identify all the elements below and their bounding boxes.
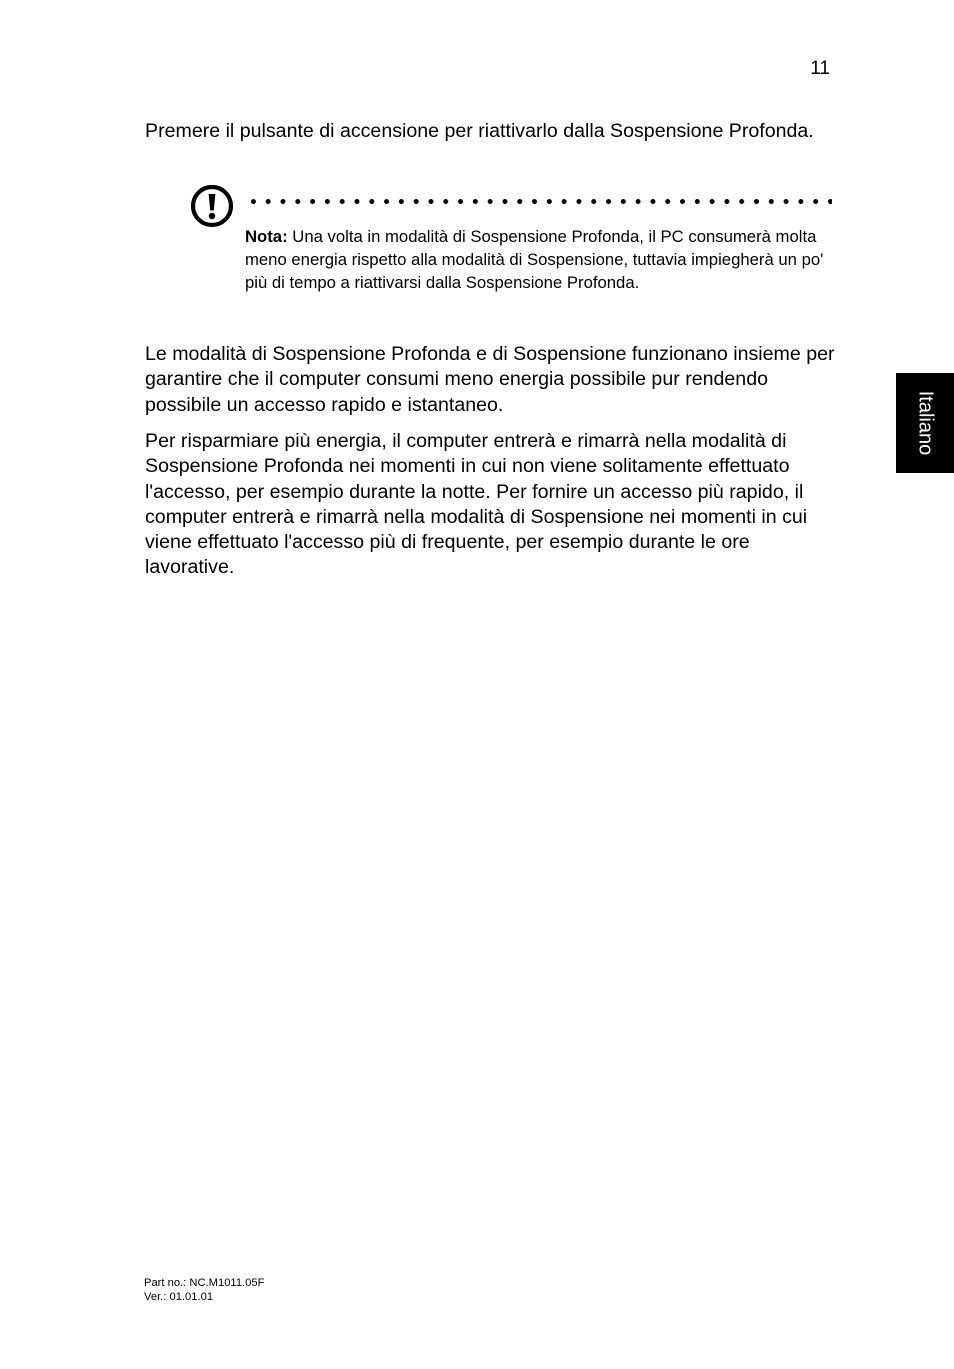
footer	[144, 1277, 264, 1304]
note-text	[245, 225, 835, 294]
exclamation-circle-icon	[190, 184, 234, 228]
intro-paragraph: Premere il pulsante di accensione per riattivarlo dalla Sospensione Profonda.	[145, 120, 814, 142]
paragraph-energy: Per risparmiare più energia, il computer entrerà e rimarrà nella modalità di Sospensione Profonda nei momenti in cui non viene solitamente effettuato l'accesso, per esempio durante la notte. Per fornire un accesso più rapido, il computer entrerà e rimarrà nella modalità di Sospensione nei momenti in cui viene effettuato l'accesso più di frequente, per esempio durante le ore lavorative.	[145, 430, 808, 579]
note-dotted-rule	[246, 199, 832, 204]
language-tab	[896, 373, 954, 473]
footer-part-number: Part no.: NC.M1011.05F	[144, 1277, 265, 1289]
note-label: Nota:	[245, 227, 288, 246]
page-number: 11	[810, 58, 830, 79]
note-body: Una volta in modalità di Sospensione Profonda, il PC consumerà molta meno energia rispetto alla modalità di Sospensione, tuttavia impiegherà un po' più di tempo a riattivarsi dalla Sospensione Profonda.	[245, 227, 824, 292]
footer-version: Ver.: 01.01.01	[144, 1290, 214, 1303]
paragraph-modes: Le modalità di Sospensione Profonda e di Sospensione funzionano insieme per garantire che il computer consumi meno energia possibile pur rendendo possibile un accesso rapido e istantaneo.	[145, 343, 835, 416]
language-tab-label: Italiano	[914, 390, 937, 456]
